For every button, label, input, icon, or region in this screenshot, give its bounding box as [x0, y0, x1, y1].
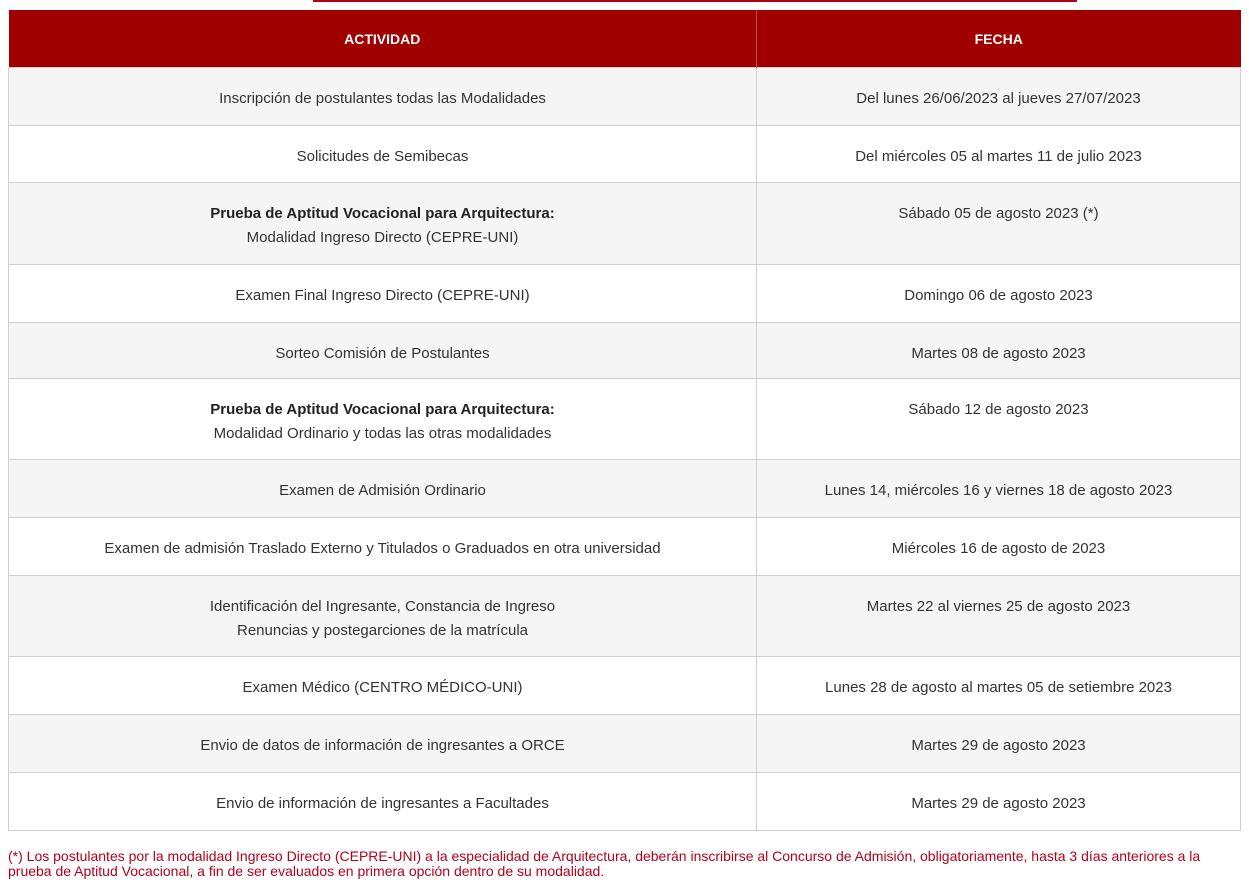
table-row: [9, 460, 1241, 518]
activity-cell: [9, 576, 757, 657]
date-cell: Sábado 05 de agosto 2023 (*): [757, 183, 1241, 265]
activity-cell: Examen de admisión Traslado Externo y Titulados o Graduados en otra universidad: [9, 518, 757, 576]
table-row: [9, 323, 1241, 379]
table-row: [9, 657, 1241, 715]
footnote: (*) Los postulantes por la modalidad Ingreso Directo (CEPRE-UNI) a la especialidad de Arquitectura, deberán inscribirse al Concurso de Admisión, obligatoriamente, hasta 3 días anteriores a la prueba de Aptitud Vocacional, a fin de ser evaluados en primera opción dentro de su modalidad.: [8, 848, 1201, 879]
date-cell: Miércoles 16 de agosto de 2023: [757, 518, 1241, 576]
schedule-table: [8, 10, 1241, 831]
table-row: [9, 68, 1241, 126]
table-row: [9, 183, 1241, 265]
date-cell: Del lunes 26/06/2023 al jueves 27/07/2023: [757, 68, 1241, 126]
header-activity: ACTIVIDAD: [9, 10, 757, 68]
activity-cell: [9, 379, 757, 460]
top-accent-line: [313, 0, 1077, 2]
activity-cell: Envio de información de ingresantes a Facultades: [9, 773, 757, 831]
activity-cell: Envio de datos de información de ingresantes a ORCE: [9, 715, 757, 773]
table-row: [9, 773, 1241, 831]
date-cell: Del miércoles 05 al martes 11 de julio 2023: [757, 126, 1241, 183]
date-cell: Martes 22 al viernes 25 de agosto 2023: [757, 576, 1241, 657]
activity-cell: Examen Médico (CENTRO MÉDICO-UNI): [9, 657, 757, 715]
activity-subtitle: Modalidad Ordinario y todas las otras modalidades: [213, 425, 552, 442]
activity-title: Prueba de Aptitud Vocacional para Arquitectura:: [210, 205, 555, 222]
activity-cell: Examen de Admisión Ordinario: [9, 460, 757, 518]
table-row: [9, 126, 1241, 183]
activity-line: Identificación del Ingresante, Constancia de Ingreso: [209, 598, 556, 615]
activity-title: Prueba de Aptitud Vocacional para Arquitectura:: [210, 401, 555, 418]
activity-cell: Inscripción de postulantes todas las Modalidades: [9, 68, 757, 126]
activity-subtitle: Modalidad Ingreso Directo (CEPRE-UNI): [246, 229, 519, 246]
date-cell: Martes 08 de agosto 2023: [757, 323, 1241, 379]
date-cell: Domingo 06 de agosto 2023: [757, 265, 1241, 323]
table-row: [9, 576, 1241, 657]
activity-line: Renuncias y postegarciones de la matrícula: [237, 622, 528, 639]
date-cell: Lunes 14, miércoles 16 y viernes 18 de agosto 2023: [757, 460, 1241, 518]
header-date: FECHA: [757, 10, 1241, 68]
table-row: [9, 518, 1241, 576]
activity-cell: Solicitudes de Semibecas: [9, 126, 757, 183]
date-cell: Lunes 28 de agosto al martes 05 de setiembre 2023: [757, 657, 1241, 715]
activity-cell: [9, 183, 757, 265]
date-cell: Sábado 12 de agosto 2023: [757, 379, 1241, 460]
date-cell: Martes 29 de agosto 2023: [757, 773, 1241, 831]
activity-cell: Sorteo Comisión de Postulantes: [9, 323, 757, 379]
table-row: [9, 379, 1241, 460]
table-row: [9, 265, 1241, 323]
date-cell: Martes 29 de agosto 2023: [757, 715, 1241, 773]
table-row: [9, 715, 1241, 773]
table-header-row: [9, 10, 1241, 68]
activity-cell: Examen Final Ingreso Directo (CEPRE-UNI): [9, 265, 757, 323]
